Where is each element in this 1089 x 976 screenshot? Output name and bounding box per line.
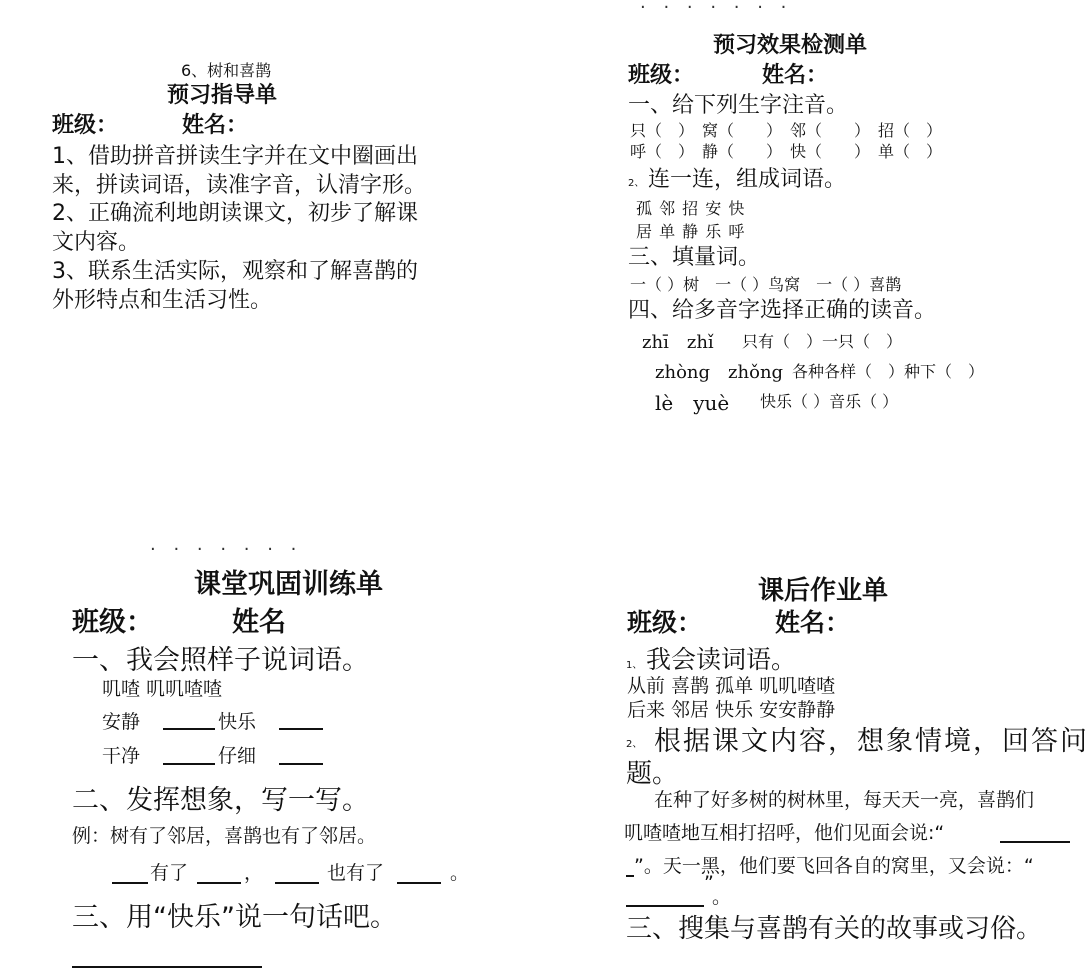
name-label: 姓名	[232, 607, 286, 638]
section-2-heading-clip	[626, 717, 1089, 757]
passage-line-2: 叽喳喳地互相打招呼，他们见面会说:“	[624, 822, 945, 844]
polyphone-question-1: 只有（ ）一只（ ）	[742, 332, 903, 351]
class-label: 班级：	[628, 63, 695, 88]
blank-line[interactable]	[279, 728, 323, 730]
cropped-text-fragment: · · · · · · ·	[640, 0, 793, 18]
section-4-heading: 四、给多音字选择正确的读音。	[628, 298, 937, 323]
class-label: 班级：	[72, 607, 153, 638]
passage-clip	[624, 782, 1060, 892]
polyphone-question-2: 各种各样（ ）种下（ ）	[792, 362, 985, 381]
blank-line[interactable]	[275, 882, 319, 884]
guide-title: 预习指导单	[167, 83, 278, 108]
polyphone-pinyin-3: lè yuè	[655, 391, 730, 415]
passage-line-3: ”。天一黑，他们要飞回各自的窝里，又会说：“	[634, 855, 1034, 877]
section-2-number: 2、	[628, 178, 645, 189]
blank-line[interactable]	[197, 882, 241, 884]
example-words: 叽喳 叽叽喳喳	[102, 678, 223, 700]
blank-line[interactable]	[279, 763, 323, 765]
sentence-end: 。	[450, 862, 470, 884]
section-2-heading: 根据课文内容，想象情境，回答问	[654, 726, 1089, 757]
name-label: 姓名：	[762, 63, 829, 88]
guide-line-2: 来，拼读词语，读准字音，认清字形。	[52, 173, 427, 198]
measure-word-row: 一（ ）树 一（ ）鸟窝 一（ ）喜鹊	[630, 275, 902, 294]
word-row-2-a: 干净	[102, 745, 141, 767]
word-row-2-b: 仔细	[218, 745, 257, 767]
section-3-heading: 三、搜集与喜鹊有关的故事或习俗。	[626, 914, 1043, 944]
blank-line[interactable]	[163, 728, 215, 730]
guide-line-1: 1、借助拼音拼读生字并在文中圈画出	[52, 144, 418, 169]
lesson-title: 6、树和喜鹊	[181, 61, 272, 80]
passage-line-4: ”	[704, 872, 714, 894]
passage-line-4-end: 。	[712, 886, 732, 908]
section-2-heading: 二、发挥想象，写一写。	[72, 785, 369, 816]
section-1-number: 1、	[626, 660, 643, 671]
polyphone-pinyin-1: zhī zhǐ	[642, 332, 714, 353]
word-list-row-2: 后来 邻居 快乐 安安静静	[627, 699, 836, 721]
name-label: 姓名：	[182, 113, 249, 138]
sentence-ye: 也有了	[327, 862, 385, 884]
guide-line-3: 2、正确流利地朗读课文，初步了解课	[52, 201, 418, 226]
class-label: 班级：	[627, 608, 703, 637]
check-title: 预习效果检测单	[713, 33, 868, 58]
pinyin-row-1: 只（ ） 窝（ ） 邻（ ） 招（ ）	[630, 121, 943, 140]
section-2-example: 例：树有了邻居，喜鹊也有了邻居。	[72, 825, 377, 847]
practice-title: 课堂巩固训练单	[194, 569, 383, 600]
section-2-heading: 连一连，组成词语。	[648, 167, 847, 192]
passage-line-1: 在种了好多树的树林里，每天天一亮，喜鹊们	[654, 789, 1035, 811]
cropped-text-fragment: · · · · · · ·	[150, 539, 303, 560]
word-row-1-a: 安静	[102, 711, 141, 733]
polyphone-pinyin-2: zhòng zhǒng	[655, 362, 784, 383]
sentence-you: 有了	[150, 862, 189, 884]
section-3-heading-clip	[626, 905, 1064, 945]
blank-line[interactable]	[626, 875, 634, 877]
blank-line[interactable]	[112, 882, 148, 884]
homework-title: 课后作业单	[758, 576, 889, 606]
section-1-heading: 一、我会照样子说词语。	[72, 645, 369, 676]
section-2-number: 2、	[626, 739, 643, 750]
blank-line[interactable]	[397, 882, 441, 884]
pinyin-row-2: 呼（ ） 静（ ） 快（ ） 单（ ）	[630, 142, 943, 161]
word-list-row-1: 从前 喜鹊 孤单 叽叽喳喳	[627, 675, 836, 697]
section-1-heading: 一、给下列生字注音。	[628, 93, 849, 118]
class-label: 班级：	[52, 113, 119, 138]
guide-line-4: 文内容。	[52, 230, 141, 255]
word-row-1-b: 快乐	[218, 711, 257, 733]
blank-line[interactable]	[163, 763, 215, 765]
polyphone-question-3: 快乐（ ）音乐（ ）	[760, 392, 899, 411]
sentence-comma: ，	[244, 862, 264, 884]
section-3-heading: 三、填量词。	[628, 245, 761, 270]
match-row-2: 居 单 静 乐 呼	[636, 222, 746, 241]
guide-line-5: 3、联系生活实际，观察和了解喜鹊的	[52, 259, 418, 284]
section-2-heading-cont: 题。	[626, 759, 679, 789]
answer-line[interactable]	[72, 966, 262, 968]
blank-line[interactable]	[1000, 841, 1070, 843]
section-3-heading: 三、用“快乐”说一句话吧。	[72, 902, 397, 933]
section-1-heading: 我会读词语。	[646, 645, 797, 674]
match-row-1: 孤 邻 招 安 快	[636, 199, 746, 218]
guide-line-6: 外形特点和生活习性。	[52, 288, 273, 313]
name-label: 姓名：	[775, 608, 851, 637]
